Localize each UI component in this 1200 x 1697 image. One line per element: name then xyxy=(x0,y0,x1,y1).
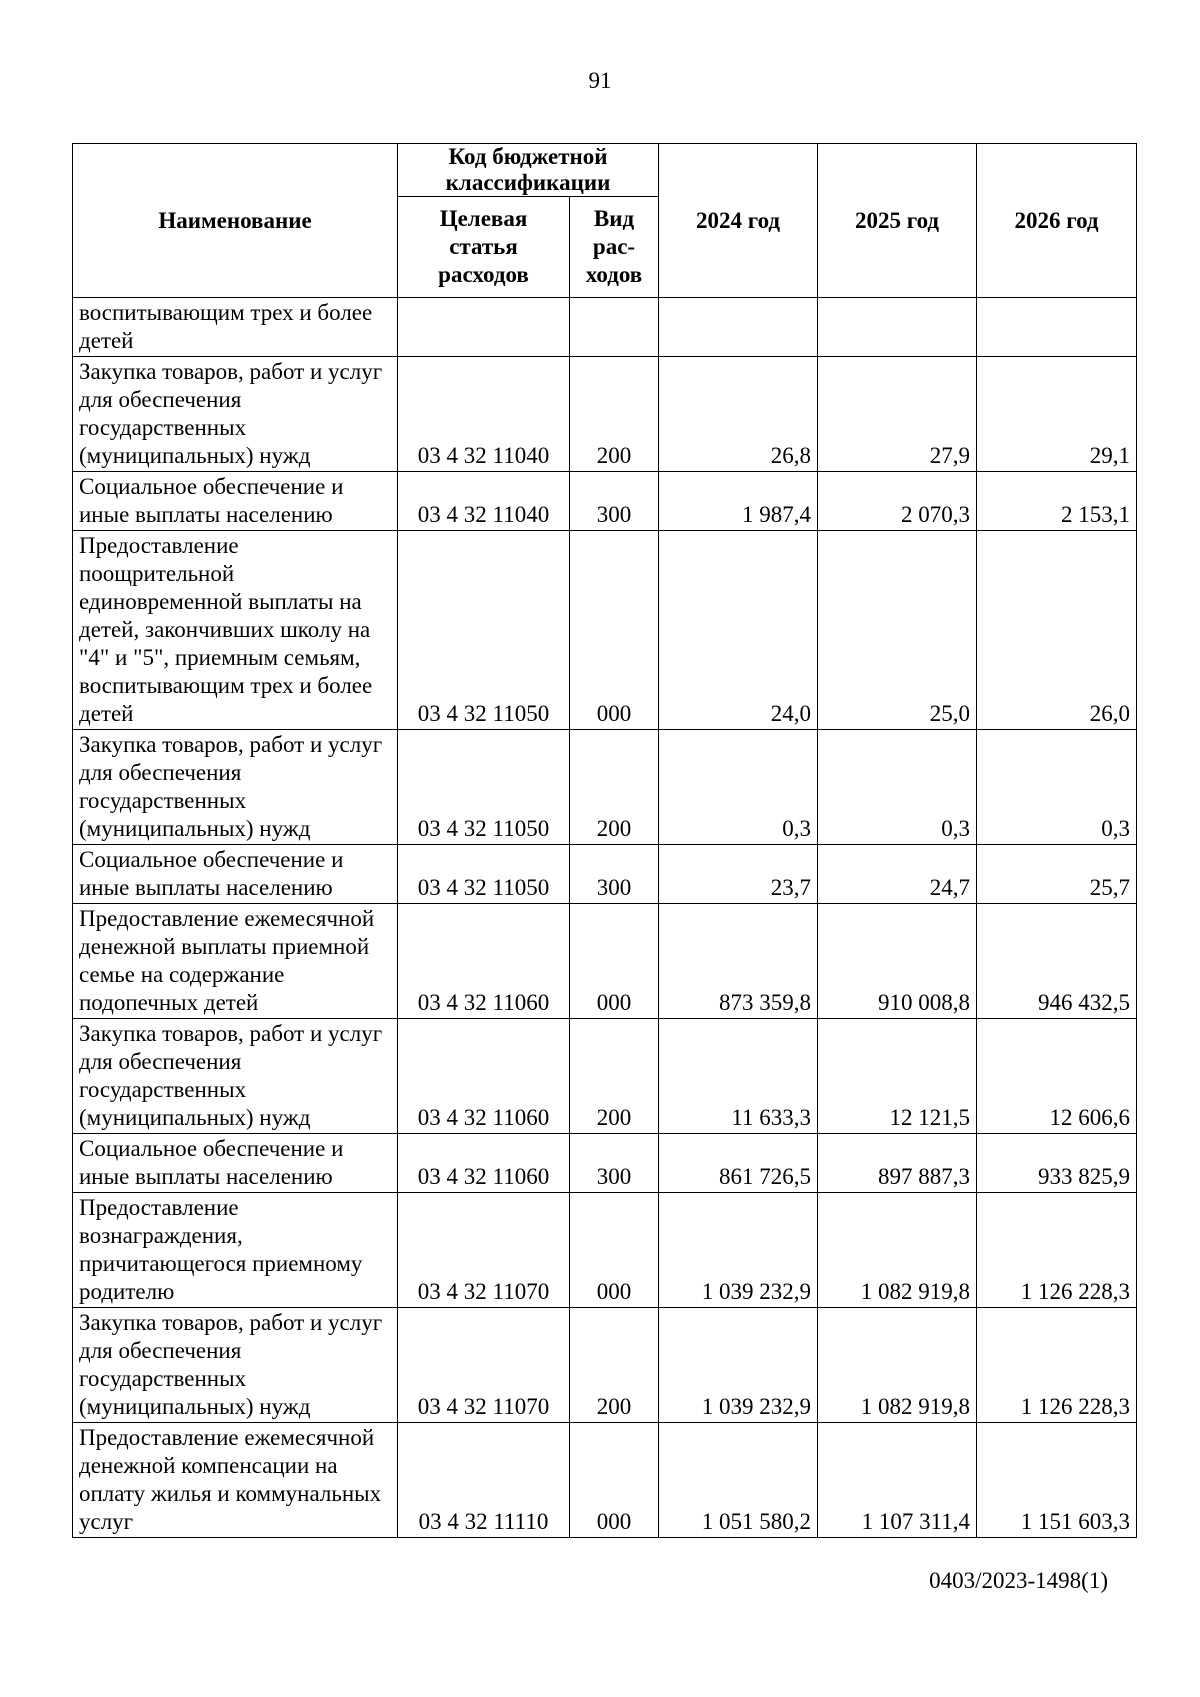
row-2026-cell: 946 432,5 xyxy=(977,904,1137,1019)
row-2025-cell: 24,7 xyxy=(818,845,977,904)
row-2024-cell: 24,0 xyxy=(659,531,818,730)
header-target-article: Целевая статья расходов xyxy=(398,197,570,298)
row-name-cell: Предоставление ежемесячной денежной компенсации на оплату жилья и коммунальных услуг xyxy=(73,1423,398,1538)
row-code-cell xyxy=(398,298,570,357)
header-code-group-label: Код бюджетной классификации xyxy=(445,144,611,195)
table-body xyxy=(73,298,1137,1538)
row-code-cell: 03 4 32 11110 xyxy=(398,1423,570,1538)
row-name-cell: Социальное обеспечение и иные выплаты населению xyxy=(73,845,398,904)
row-2025-cell: 0,3 xyxy=(818,730,977,845)
table-row xyxy=(73,357,1137,472)
table-row xyxy=(73,472,1137,531)
row-2026-cell: 26,0 xyxy=(977,531,1137,730)
table-row xyxy=(73,1423,1137,1538)
row-code-cell: 03 4 32 11050 xyxy=(398,845,570,904)
row-2024-cell: 873 359,8 xyxy=(659,904,818,1019)
budget-table xyxy=(72,143,1137,1538)
row-code-cell: 03 4 32 11060 xyxy=(398,1019,570,1134)
row-code-cell: 03 4 32 11040 xyxy=(398,357,570,472)
row-name-cell: Социальное обеспечение и иные выплаты населению xyxy=(73,472,398,531)
header-expense-type: Вид рас-ходов xyxy=(570,197,659,298)
row-2025-cell: 2 070,3 xyxy=(818,472,977,531)
table-row xyxy=(73,1134,1137,1193)
row-expense-type-cell: 200 xyxy=(570,730,659,845)
row-expense-type-cell: 000 xyxy=(570,1193,659,1308)
row-2025-cell: 12 121,5 xyxy=(818,1019,977,1134)
row-expense-type-cell: 000 xyxy=(570,904,659,1019)
row-2025-cell: 25,0 xyxy=(818,531,977,730)
row-2024-cell: 23,7 xyxy=(659,845,818,904)
header-name: Наименование xyxy=(73,144,398,298)
row-2024-cell: 11 633,3 xyxy=(659,1019,818,1134)
row-expense-type-cell: 200 xyxy=(570,1019,659,1134)
row-expense-type-cell: 300 xyxy=(570,1134,659,1193)
row-name-cell: Предоставление ежемесячной денежной выплаты приемной семье на содержание подопечных детей xyxy=(73,904,398,1019)
row-expense-type-cell: 000 xyxy=(570,531,659,730)
row-expense-type-cell: 300 xyxy=(570,845,659,904)
row-2024-cell: 1 987,4 xyxy=(659,472,818,531)
row-2026-cell: 0,3 xyxy=(977,730,1137,845)
row-code-cell: 03 4 32 11070 xyxy=(398,1308,570,1423)
row-expense-type-cell: 000 xyxy=(570,1423,659,1538)
row-2024-cell: 861 726,5 xyxy=(659,1134,818,1193)
row-2025-cell: 897 887,3 xyxy=(818,1134,977,1193)
row-2026-cell: 29,1 xyxy=(977,357,1137,472)
row-code-cell: 03 4 32 11040 xyxy=(398,472,570,531)
row-expense-type-cell: 200 xyxy=(570,1308,659,1423)
row-code-cell: 03 4 32 11050 xyxy=(398,730,570,845)
row-2026-cell: 2 153,1 xyxy=(977,472,1137,531)
row-name-cell: Закупка товаров, работ и услуг для обеспечения государственных (муниципальных) нужд xyxy=(73,357,398,472)
row-expense-type-cell: 300 xyxy=(570,472,659,531)
row-2025-cell: 1 107 311,4 xyxy=(818,1423,977,1538)
row-name-cell: Закупка товаров, работ и услуг для обеспечения государственных (муниципальных) нужд xyxy=(73,1308,398,1423)
table-row xyxy=(73,1308,1137,1423)
row-name-cell: Предоставление поощрительной единовременной выплаты на детей, закончивших школу на "4" и "5", приемным семьям, воспитывающим трех и более детей xyxy=(73,531,398,730)
row-name-cell: Социальное обеспечение и иные выплаты населению xyxy=(73,1134,398,1193)
row-2025-cell: 1 082 919,8 xyxy=(818,1308,977,1423)
row-2026-cell: 12 606,6 xyxy=(977,1019,1137,1134)
row-2024-cell: 1 039 232,9 xyxy=(659,1193,818,1308)
table-row xyxy=(73,904,1137,1019)
row-code-cell: 03 4 32 11060 xyxy=(398,1134,570,1193)
row-2026-cell xyxy=(977,298,1137,357)
page-number: 91 xyxy=(588,68,612,93)
row-name-cell: воспитывающим трех и более детей xyxy=(73,298,398,357)
row-2026-cell: 1 151 603,3 xyxy=(977,1423,1137,1538)
document-id: 0403/2023-1498(1) xyxy=(929,1568,1108,1593)
row-2024-cell: 1 039 232,9 xyxy=(659,1308,818,1423)
row-2024-cell: 1 051 580,2 xyxy=(659,1423,818,1538)
table-row xyxy=(73,1019,1137,1134)
row-2025-cell xyxy=(818,298,977,357)
row-2024-cell: 26,8 xyxy=(659,357,818,472)
row-name-cell: Закупка товаров, работ и услуг для обеспечения государственных (муниципальных) нужд xyxy=(73,1019,398,1134)
header-year-2024: 2024 год xyxy=(659,144,818,298)
row-2025-cell: 910 008,8 xyxy=(818,904,977,1019)
row-2026-cell: 25,7 xyxy=(977,845,1137,904)
row-expense-type-cell: 200 xyxy=(570,357,659,472)
header-year-2026: 2026 год xyxy=(977,144,1137,298)
row-2025-cell: 1 082 919,8 xyxy=(818,1193,977,1308)
table-row xyxy=(73,531,1137,730)
table-row xyxy=(73,730,1137,845)
header-year-2025: 2025 год xyxy=(818,144,977,298)
table-row xyxy=(73,1193,1137,1308)
row-2026-cell: 1 126 228,3 xyxy=(977,1193,1137,1308)
row-2026-cell: 933 825,9 xyxy=(977,1134,1137,1193)
row-code-cell: 03 4 32 11070 xyxy=(398,1193,570,1308)
row-2024-cell: 0,3 xyxy=(659,730,818,845)
row-2025-cell: 27,9 xyxy=(818,357,977,472)
row-name-cell: Закупка товаров, работ и услуг для обеспечения государственных (муниципальных) нужд xyxy=(73,730,398,845)
row-name-cell: Предоставление вознаграждения, причитающегося приемному родителю xyxy=(73,1193,398,1308)
table-header xyxy=(73,144,1137,298)
row-code-cell: 03 4 32 11060 xyxy=(398,904,570,1019)
row-code-cell: 03 4 32 11050 xyxy=(398,531,570,730)
row-2024-cell xyxy=(659,298,818,357)
table-row xyxy=(73,298,1137,357)
header-code-group xyxy=(398,144,659,197)
row-2026-cell: 1 126 228,3 xyxy=(977,1308,1137,1423)
row-expense-type-cell xyxy=(570,298,659,357)
table-row xyxy=(73,845,1137,904)
